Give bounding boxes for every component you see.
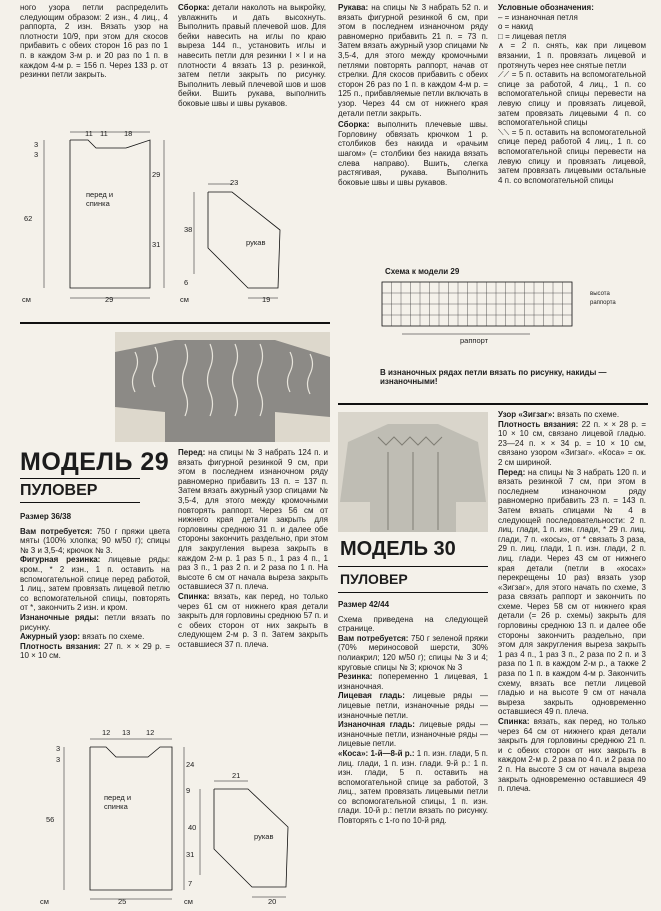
back-body: вязать, как перед, но только через 61 см от нижнего края детали закрыть для горловины среднюю 57 п. и с обеих сторон от них закрыть в следующем 2-м р. 3 п. Затем закрыть оставшиеся 37 п. плеча. xyxy=(178,591,328,649)
model29-details xyxy=(20,512,170,661)
dim-left-1: 3 xyxy=(56,744,61,753)
divider xyxy=(338,592,488,593)
sleeve-dim-top: 23 xyxy=(230,178,239,187)
yarn-over-symbol-icon: o xyxy=(498,22,505,32)
assembly-text xyxy=(178,3,326,109)
divider xyxy=(338,566,488,567)
model29-subtitle: ПУЛОВЕР xyxy=(20,482,98,499)
rib2-heading: Изнаночные ряды: xyxy=(20,612,99,622)
chart-title: Схема к модели 29 xyxy=(385,267,460,276)
front-body: на спицы № 3 набрать 124 п. и вязать фигурной резинкой 9 см, при этом в последнем изнаночном ряду равномерно прибавить 13 п. = 137 п. Затем вязать ажурный узор спицами № 3,5-4, для этого между кромочными повторять раппорт. Через 56 см от нижнего края детали закрыть для горловины среднюю 31 п. и далее обе стороны закончить раздельно, при этом для закругления выреза закрыть в каждом 2-м р. 1 раз 5 п., 1 раз 4 п., 1 раз 3 п., 1 раз 2 п. и 2 раза по 1 п. На высоте 6 см от начала выреза закрыть оставшиеся 37 п. плеча. xyxy=(178,448,328,592)
assembly-body: детали наколоть на выкройку, увлажнить и дать высохнуть. Выполнить правый плечевой шов. Для бейки навесить на иглы по краю выреза 144 п., установить иглы и навесить петли для резинки I × I и на плотности 4 вязать 13 р. резинкой, затем петли закрыть по рисунку. Выполнить левый плечевой шов и шов бейки. Вшить рукава, выполнить боковые швы и швы рукавов. xyxy=(178,3,326,108)
sleeve-dim-bottom: 20 xyxy=(268,897,277,906)
cm-unit: см xyxy=(180,295,189,304)
size-label: Размер 42/44 xyxy=(338,600,390,609)
dim-right-1: 24 xyxy=(186,760,195,769)
sleeve-label: рукав xyxy=(254,832,274,841)
dim-left-1: 3 xyxy=(34,140,39,149)
legend-item: ⟍⟍ = 5 п. оставить на вспомогательной спице перед работой 4 лиц., 1 п. со вспомогательной спицы перевести на левую спицу и провязать лицевой, затем провязать лицевыми остальные 4 п. со вспомогательной спицы xyxy=(498,127,646,185)
materials-heading: Вам потребуется: xyxy=(338,633,409,643)
legend-title: Условные обозначения: xyxy=(498,3,594,12)
model30-subtitle: ПУЛОВЕР xyxy=(340,571,408,587)
sleeve-dim-left-2: 6 xyxy=(184,278,189,287)
dim-top-2: 13 xyxy=(122,728,131,737)
zigzag-heading: Узор «Зигзаг»: xyxy=(498,410,555,419)
dim-right-3: 31 xyxy=(186,850,195,859)
assembly-heading: Сборка: xyxy=(178,3,210,12)
sweater-photo-image xyxy=(338,412,488,532)
front-body: на спицы № 3 набрать 120 п. и вязать резинкой 7 см, при этом в последнем изнаночном ряду равномерно прибавить 23 п. = 143 п. Затем вязать спицами № 4 в следующей последовательности: 2 п. лиц. глади, 1 п. изн. глади, * 29 п. лиц. глади, 7 п. «косы», от * связать 3 раза, 29 п. лиц. глади, 1 п. изн. глади, 2 п. лиц. глади. Через 43 см от нижнего края детали (петли в «косах» перекрещены 10 раз) вязать узор «Зигзаг», для этого начать по схеме, 3 раза связать раппорт и закончить по схеме. Через 58 см от нижнего края детали (= 26 р. схемы) закрыть для горловины среднюю 13 п. и далее обе стороны закончить раздельно, при этом для закругления выреза закрыть 1 раз 4 п., 1 раз 3 п., 2 раза по 2 п. и 3 раза по 1 п. в каждом 2-м р., а также 2 раза по 1 п. в каждом 4-м р. Закончить схему, вязать все петли лицевой гладью и на высоте 9 см от начала выреза закрыть одновременно оставшиеся 49 п. плеча. xyxy=(498,467,646,717)
front-back-pattern-diagram xyxy=(40,128,170,308)
cm-unit: см xyxy=(40,897,49,906)
legend xyxy=(498,3,646,185)
front-heading: Перед: xyxy=(498,467,526,477)
model30-photo xyxy=(338,412,488,532)
dim-left-3: 62 xyxy=(24,214,33,223)
dim-left-3: 56 xyxy=(46,815,55,824)
sleeve-dim-bottom: 19 xyxy=(262,295,271,304)
legend-item: ⟋⟋ = 5 п. оставить на вспомогательной спице за работой, 4 лиц., 1 п. со вспомогательной спицы перевести на левую спицу и провязать лицевой, затем провязать лицевыми 4 п. со вспомогательной спицы xyxy=(498,70,646,128)
legend-item: o = накид xyxy=(498,22,534,32)
assembly2-heading: Сборка: xyxy=(338,120,370,130)
dim-top-1: 12 xyxy=(102,728,111,737)
dim-bottom: 29 xyxy=(105,295,114,304)
lace-heading: Ажурный узор: xyxy=(20,632,81,642)
rib-heading: Фигурная резинка: xyxy=(20,555,101,565)
model29-title: МОДЕЛЬ 29 xyxy=(20,448,170,476)
rib-heading: Резинка: xyxy=(338,672,373,682)
size-label: Размер 36/38 xyxy=(20,512,72,521)
sleeves-text xyxy=(338,3,488,187)
model29-intro-text xyxy=(20,3,168,80)
assembly2-body: выполнить плечевые швы. Горловину обвязать крючком 1 р. столбиков без накида и «рачьим шагом» (= столбики без накида вязать слева направо). Вшить, слегка растягивая, рукава. Выполнить боковые швы и швы рукавов. xyxy=(338,120,488,187)
divider xyxy=(338,403,648,405)
cable-heading: «Коса»: 1-й—8-й р.: xyxy=(338,748,415,758)
knit-symbol-icon: □ xyxy=(498,31,506,41)
gauge-body: 22 п. × × 28 р. = 10 × 10 см, связано лицевой гладью. 23—24 п. × × 34 р. = 10 × 10 см, связано узором «Зигзаг». «Коса» = ок. 2 см шириной. xyxy=(498,419,646,467)
paragraph: ного узора петли распределить следующим образом: 2 изн., 4 лиц., 4 раппорта, 2 изн. Вязать узор на плотности 10/9, при этом для скосов прибавить с обеих сторон 16 раз по 1 п. в каждом 3-м р. и 20 раз по 1 п. в каждом 4-м р. = 156 п. Через 133 р. от резинки петли закрыть. xyxy=(20,3,168,80)
divider xyxy=(20,322,330,324)
rib2-body: петли вязать по рисунку. xyxy=(20,612,170,632)
sleeve-dim-left: 40 xyxy=(188,823,197,832)
chart-note: В изнаночных рядах петли вязать по рисунку, накиды — изнаночными! xyxy=(380,368,607,386)
dim-left-2: 3 xyxy=(56,755,61,764)
dim-top-3: 18 xyxy=(124,129,133,138)
zigzag-body: вязать по схеме. xyxy=(557,410,620,419)
dim-right-2: 9 xyxy=(186,786,191,795)
gauge-heading: Плотность вязания: xyxy=(20,641,101,651)
sleeve-dim-top: 21 xyxy=(232,771,241,780)
sleeve-body: на спицы № 3 набрать 52 п. и вязать фигурной резинкой 6 см, при этом в последнем изнаночном ряду равномерно прибавить 21 п. = 73 п. Затем вязать ажурный узор спицами № 3,5-4, для этого между кромочными петлями повторять раппорт, начав от стрелки. Для скосов прибавить с обеих сторон 26 раз по 1 п. в каждом 4-м р. = 125 п., прибавляемые петли включать в узор. Через 44 см от нижнего края детали петли закрыть. xyxy=(338,3,488,118)
legend-item: □ = лицевая петля xyxy=(498,31,567,41)
dim-right-2: 31 xyxy=(152,240,161,249)
dim-bottom: 25 xyxy=(118,897,127,906)
dim-top-1: 11 xyxy=(85,129,93,138)
reverse-body: лицевые ряды — изнаночные петли, изнаночные ряды — лицевые петли. xyxy=(338,720,488,749)
scheme-note: Схема приведена на следующей странице. xyxy=(338,614,488,634)
back-heading: Спинка: xyxy=(178,591,210,601)
dim-right-1: 29 xyxy=(152,170,161,179)
front-back-label: перед и спинка xyxy=(104,793,132,811)
gauge-body: 27 п. × × 29 р. = 10 × 10 см. xyxy=(20,641,170,661)
sleeve-label: рукав xyxy=(246,238,266,247)
dim-top-2: 11 xyxy=(100,129,108,138)
reverse-heading: Изнаночная гладь: xyxy=(338,720,415,730)
purl-symbol-icon: – xyxy=(498,12,505,22)
rapport-height-label: высота раппорта xyxy=(590,291,616,306)
cable-left-symbol-icon: ⟋⟋ xyxy=(498,70,512,80)
back-body: вязать, как перед, но только через 64 см от нижнего края детали закрыть для горловины среднюю 21 п. и с обеих сторон от них закрыть в каждом 2-м р. 2 раза по 4 п. и 2 раза по 2 п. На высоте 3 см от начала выреза закрыть одновременно оставшиеся 49 п. плеча. xyxy=(498,717,646,794)
model30-instructions xyxy=(498,410,646,794)
sleeve-dim-left-2: 7 xyxy=(188,879,193,888)
cable-body: 1 п. изн. глади, 5 п. лиц. глади, 1 п. изн. глади. 9-й р.: 1 п. изн. глади, 5 п. оставить на вспомогательной спице за работой, 3 лиц., затем провязать лицевыми петли со вспомогательной спицы, 1 п. изн. глади. 10-й р.: петли вязать по рисунку. Повторять с 1-го по 10-й ряд. xyxy=(338,748,488,826)
model29-photo xyxy=(115,332,330,442)
divider xyxy=(20,502,140,503)
dim-top-3: 12 xyxy=(146,728,155,737)
model30-details xyxy=(338,600,488,826)
stockinette-body: лицевые ряды — лицевые петли, изнаночные ряды — изнаночные петли. xyxy=(338,691,488,720)
sleeve-heading: Рукава: xyxy=(338,3,369,12)
cm-unit: см xyxy=(22,295,31,304)
back-heading: Спинка: xyxy=(498,717,530,726)
rib-body: лицевые ряды: кром., * 2 изн., 1 п. оставить на вспомогательной спице перед работой, 1 лиц., затем провязать лицевой петлю со вспомогательной спицы, повторять от *, закончить 2 изн. и кром. xyxy=(20,555,170,613)
materials-heading: Вам потребуется: xyxy=(20,526,93,536)
rapport-label: раппорт xyxy=(460,336,489,345)
gauge-heading: Плотность вязания: xyxy=(498,419,579,429)
model29-front-back-text xyxy=(178,448,328,649)
model30-title: МОДЕЛЬ 30 xyxy=(340,538,456,560)
materials-body: 750 г зеленой пряжи (70% мериносовой шерсти, 30% полиакрил; 120 м/50 г); спицы № 3 и 4; круговые спицы № 3; крючок № 3 xyxy=(338,633,488,672)
front-heading: Перед: xyxy=(178,448,206,457)
materials-body: 750 г пряжи цвета мяты (100% хлопка; 90 м/50 г); спицы № 3 и 3,5-4; крючок № 3. xyxy=(20,526,170,555)
cm-unit: см xyxy=(184,897,193,906)
front-back-label: перед и спинка xyxy=(86,190,114,208)
rib-body: попеременно 1 лицевая, 1 изнаночная. xyxy=(338,672,488,691)
sleeve-dim-left: 38 xyxy=(184,225,193,234)
decrease-symbol-icon: ∧ xyxy=(498,41,511,51)
legend-item: – = изнаночная петля xyxy=(498,12,578,22)
sweater-photo-image xyxy=(115,332,330,442)
divider xyxy=(20,478,140,479)
legend-item: ∧ = 2 п. снять, как при лицевом вязании, 1 п. провязать лицевой и протянуть через нее снятые петли xyxy=(498,41,646,70)
stockinette-heading: Лицевая гладь: xyxy=(338,691,405,701)
dim-left-2: 3 xyxy=(34,150,39,159)
cable-right-symbol-icon: ⟍⟍ xyxy=(498,127,512,137)
lace-body: вязать по схеме. xyxy=(82,632,145,642)
